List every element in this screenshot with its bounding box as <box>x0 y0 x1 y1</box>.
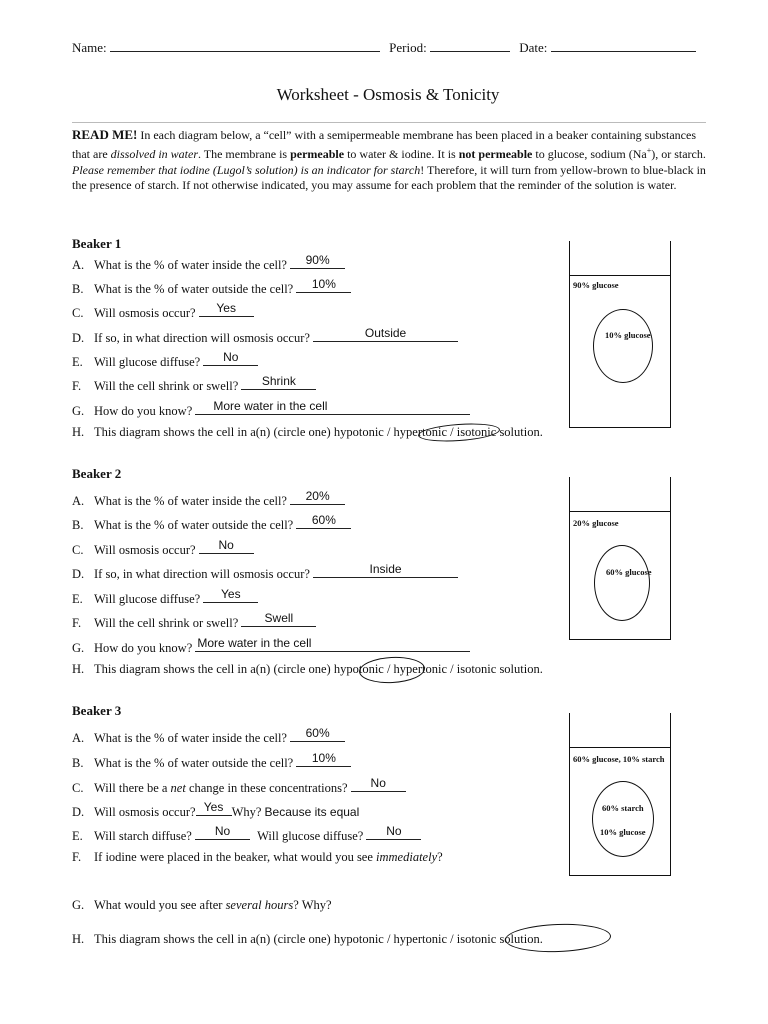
b1-question-h: H. This diagram shows the cell in a(n) (circle one) hypotonic / hypertonic / isotonic solution. <box>72 425 543 439</box>
beaker3-cell <box>592 781 654 857</box>
b2-answer-a[interactable]: 20% <box>290 490 345 505</box>
b3-question-h: H. This diagram shows the cell in a(n) (circle one) hypotonic / hypertonic / isotonic solution. <box>72 932 543 946</box>
b2-answer-e[interactable]: Yes <box>203 588 258 603</box>
beaker3-inside-label-starch: 60% starch <box>602 803 644 813</box>
beaker1-inside-label: 10% glucose <box>605 330 651 340</box>
b3-answer-b[interactable]: 10% <box>296 752 351 767</box>
b3-answer-d[interactable]: Yes <box>196 801 232 816</box>
b3-answer-e[interactable]: No <box>195 825 250 840</box>
header-row <box>72 37 696 56</box>
beaker2-inside-label: 60% glucose <box>606 567 652 577</box>
beaker1-cell <box>593 309 653 383</box>
beaker2-title: Beaker 2 <box>72 466 122 481</box>
beaker1-title: Beaker 1 <box>72 236 122 251</box>
b1-question-f: F. Will the cell shrink or swell? Shrink <box>72 375 316 394</box>
title-divider <box>72 122 706 123</box>
b2-question-e: E. Will glucose diffuse? Yes <box>72 588 258 607</box>
b3-why-answer: Because its equal <box>264 805 360 819</box>
b1-answer-b[interactable]: 10% <box>296 278 351 293</box>
b2-hypotonic-circle <box>358 655 425 684</box>
b2-answer-f[interactable]: Swell <box>241 612 316 627</box>
date-field[interactable] <box>551 37 696 52</box>
b3-question-a: A. What is the % of water inside the cell? 60% <box>72 727 345 746</box>
beaker1-diagram <box>569 241 671 428</box>
period-field[interactable] <box>430 37 510 52</box>
b1-answer-e[interactable]: No <box>203 351 258 366</box>
beaker3-outside-label: 60% glucose, 10% starch <box>573 754 665 764</box>
b2-question-b: B. What is the % of water outside the cell? 60% <box>72 514 351 533</box>
beaker2-diagram <box>569 477 671 640</box>
period-label: Period: <box>389 40 427 55</box>
beaker2-water-line <box>570 511 670 512</box>
beaker1-water-line <box>570 275 670 276</box>
b3-question-d: D. Will osmosis occur? Yes Why? Because its equal <box>72 800 360 819</box>
b1-question-c: C. Will osmosis occur? Yes <box>72 302 254 321</box>
b2-question-d: D. If so, in what direction will osmosis occur? Inside <box>72 563 458 582</box>
b2-question-c: C. Will osmosis occur? No <box>72 539 254 558</box>
b2-question-h: H. This diagram shows the cell in a(n) (circle one) hypotonic / hypertonic / isotonic solution. <box>72 662 543 676</box>
b1-answer-a[interactable]: 90% <box>290 254 345 269</box>
read-me-label: READ ME! <box>72 127 138 142</box>
b3-answer-e2[interactable]: No <box>366 825 421 840</box>
beaker2-outside-label: 20% glucose <box>573 518 619 528</box>
b1-question-g: G. How do you know? More water in the cell <box>72 400 470 419</box>
b3-isotonic-circle <box>505 922 612 954</box>
intro-paragraph: READ ME! In each diagram below, a “cell” with a semipermeable membrane has been placed in a beaker containing substances that are dissolved in water. The membrane is permeable to water & iodine. It is not permeable to glucose, sodium (Na+), or starch. Please remember that iodine (Lugol’s solution) is an indicator for starch! Therefore, it will turn from yellow-brown to blue-black in the presence of starch. If not otherwise indicated, you may assume for each problem that the reminder of the solution is water. <box>72 127 706 192</box>
b2-question-a: A. What is the % of water inside the cell? 20% <box>72 490 345 509</box>
b1-answer-f[interactable]: Shrink <box>241 375 316 390</box>
b1-question-d: D. If so, in what direction will osmosis occur? Outside <box>72 327 458 346</box>
b2-answer-g[interactable]: More water in the cell <box>195 637 470 652</box>
b2-answer-b[interactable]: 60% <box>296 514 351 529</box>
b1-answer-c[interactable]: Yes <box>199 302 254 317</box>
b2-question-f: F. Will the cell shrink or swell? Swell <box>72 612 316 631</box>
beaker3-water-line <box>570 747 670 748</box>
b3-question-g: G. What would you see after several hours? Why? <box>72 898 332 912</box>
name-label: Name: <box>72 40 107 55</box>
date-label: Date: <box>519 40 548 55</box>
b3-answer-c[interactable]: No <box>351 777 406 792</box>
b1-question-a: A. What is the % of water inside the cell? 90% <box>72 254 345 273</box>
b2-question-g: G. How do you know? More water in the cell <box>72 637 470 656</box>
beaker3-inside-label-glucose: 10% glucose <box>600 827 646 837</box>
beaker3-title: Beaker 3 <box>72 703 122 718</box>
b3-question-f: F. If iodine were placed in the beaker, what would you see immediately? <box>72 850 443 864</box>
page-title: Worksheet - Osmosis & Tonicity <box>276 85 500 104</box>
name-field[interactable] <box>110 37 380 52</box>
b1-question-b: B. What is the % of water outside the cell? 10% <box>72 278 351 297</box>
beaker1-outside-label: 90% glucose <box>573 280 619 290</box>
b2-answer-d[interactable]: Inside <box>313 563 458 578</box>
b3-question-b: B. What is the % of water outside the cell? 10% <box>72 752 351 771</box>
beaker3-diagram <box>569 713 671 876</box>
b1-question-e: E. Will glucose diffuse? No <box>72 351 258 370</box>
b1-answer-g[interactable]: More water in the cell <box>195 400 470 415</box>
b3-answer-a[interactable]: 60% <box>290 727 345 742</box>
beaker2-cell <box>594 545 650 621</box>
b3-question-e: E. Will starch diffuse? No Will glucose diffuse? No <box>72 825 421 844</box>
b2-answer-c[interactable]: No <box>199 539 254 554</box>
b1-answer-d[interactable]: Outside <box>313 327 458 342</box>
b3-question-c: C. Will there be a net change in these concentrations? No <box>72 777 406 796</box>
